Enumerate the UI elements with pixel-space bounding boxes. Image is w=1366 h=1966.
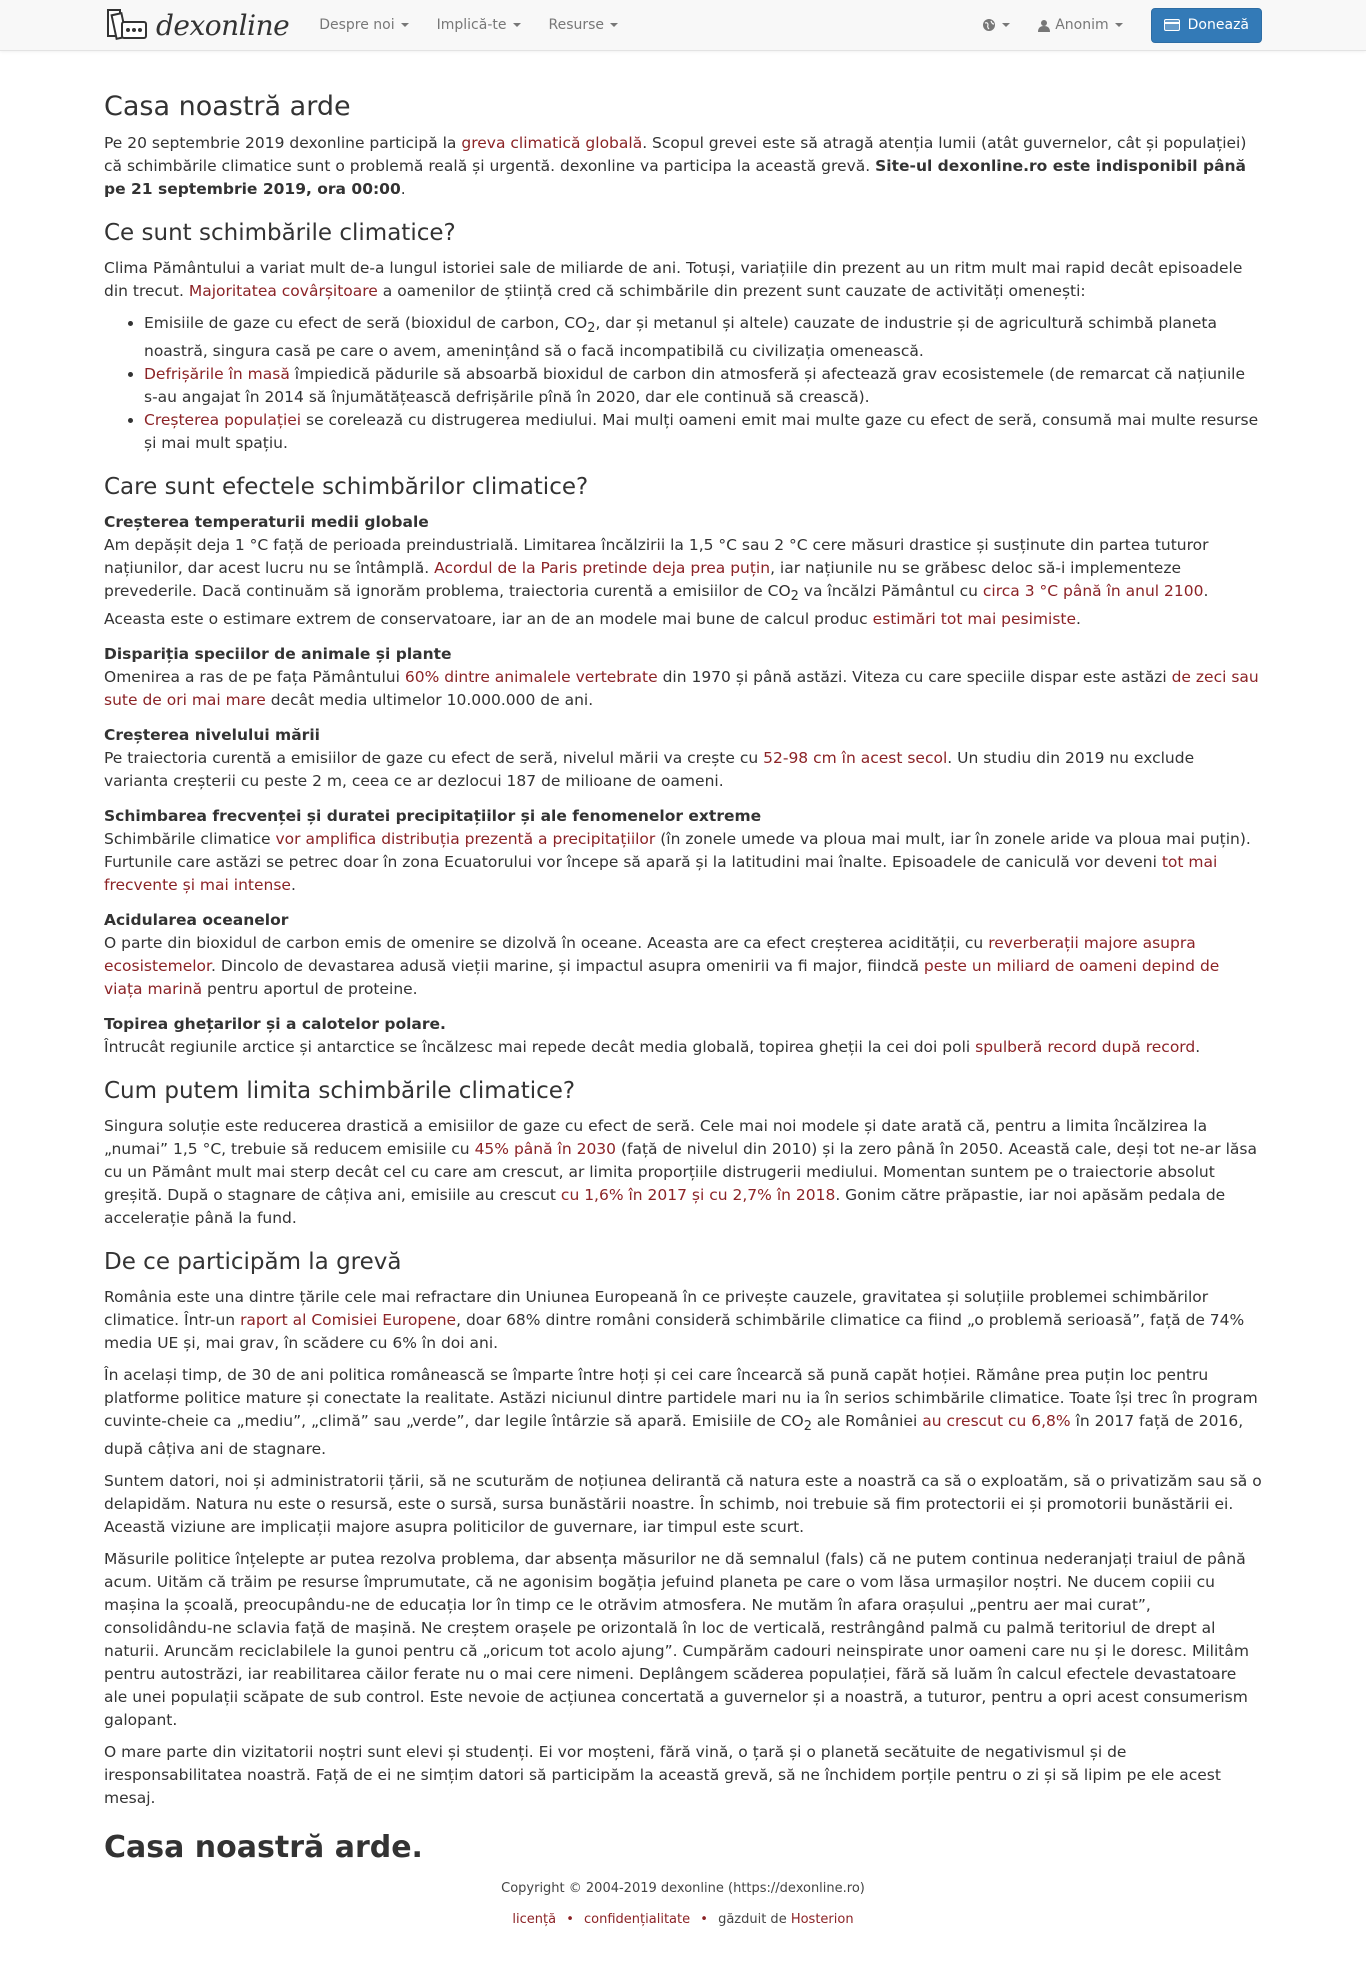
effect-title: Creșterea nivelului mării [104, 726, 320, 745]
population-link[interactable]: Creșterea populației [144, 411, 302, 430]
user-dropdown[interactable] [1024, 0, 1136, 50]
footer [104, 1880, 1262, 1929]
chevron-down-icon [1002, 23, 1010, 27]
sea-level-link[interactable]: 52-98 cm în acest secol [763, 749, 948, 768]
warming-2100-link[interactable]: circa 3 °C până în anul 2100 [982, 582, 1204, 601]
why-paragraph-4: Măsurile politice înțelepte ar putea rezolva problema, dar absența măsurilor ne dă semnalul (fals) că ne putem continua nederanjați traiul de până acum. Uităm că trăim pe resurse împrumutate, că ne agonisim bogăția jefuind planeta pe care o vom lăsa urmașilor noștri. Ne ducem copiii cu mașina la școală, preocupându-ne de educația lor în timp ce le otrăvim atmosfera. Ne mutăm în afara orașului „pentru aer mai curat”, consolidându-ne sclavia față de mașină. Ne creștem orașele pe orizontală în loc de verticală, restrângând palmă cu palmă teritoriul de drept al naturii. Aruncăm reciclabilele la gunoi pentru că „oricum tot acolo ajung”. Cumpărăm cadouri neinspirate unor oameni care nu și le doresc. Militâm pentru autostrăzi, iar reabilitarea căilor ferate nu o mai cere nimeni. Deplângem scăderea populației, fără să luăm în calcul efectele devastatoare ale unei populații scăpate de sub control. Este nevoie de acțiunea concertată a guvernelor și a noastră, a tuturor, pentru a opri acest consumerism galopant. [104, 1550, 1249, 1730]
intro-paragraph: Pe 20 septembrie 2019 dexonline participă la greva climatică globală. Scopul grevei este să atragă atenția lumii (atât guvernelor, cât și populației) că schimbările climatice sunt o problemă reală și urgentă. dexonline va participa la această grevă. Site-ul dexonline.ro este indisponibil până pe 21 septembrie 2019, ora 00:00. [104, 134, 1247, 198]
effect-text: Pe traiectoria curentă a emisiilor de gaze cu efect de seră, nivelul mării va crește cu 52-98 cm în acest secol. Un studiu din 2019 nu exclude varianta creșterii cu peste 2 m, ceea ce ar dezlocui 187 de milioane de oameni. [104, 749, 1195, 791]
privacy-link[interactable]: confidențialitate [584, 1912, 691, 1928]
effect-text: Omenirea a ras de pe fața Pământului 60% dintre animalele vertebrate din 1970 și până astăzi. Viteza cu care speciile dispar este astăzi de zeci sau sute de ori mai mare decât media ultimelor 10.000.000 de ani. [104, 668, 1259, 710]
donate-label: Donează [1187, 16, 1249, 33]
copyright-text: Copyright © 2004-2019 dexonline (https://dexonline.ro) [501, 1881, 865, 1897]
climate-strike-link[interactable]: greva climatică globală [461, 134, 643, 152]
romania-emissions-link[interactable]: au crescut cu 6,8% [922, 1412, 1071, 1431]
why-paragraph-1: România este una dintre țările cele mai refractare din Uniunea Europeană în ce privește cauzele, gravitatea și soluțiile problemei schimbărilor climatice. Într-un raport al Comisiei Europene, doar 68% dintre români consideră schimbările climatice ca fiind „o problemă serioasă”, față de 74% media UE și, mai grav, în scădere cu 6% în doi ani. [104, 1288, 1245, 1353]
effect-ice-melt [104, 1013, 1262, 1059]
effect-title: Creșterea temperaturii medii globale [104, 513, 429, 532]
why-paragraph-3: Suntem datori, noi și administratorii țării, să ne scuturăm de noțiunea delirantă că natura este a noastră ca să o exploatăm, să o privatizăm sau să o delapidăm. Natura nu este o resursă, este o sursă, sursa bunăstării noastre. În schimb, noi trebuie să fim protectorii ei și promotorii bunăstării ei. Această viziune are implicații majore asupra politicilor de guvernare, iar timpul este scurt. [104, 1472, 1262, 1537]
effect-text: Întrucât regiunile arctice și antarctice se încălzesc mai repede decât media globală, topirea gheții la cei doi poli spulberă record după record. [104, 1038, 1201, 1057]
chevron-down-icon [610, 23, 618, 27]
globe-icon [982, 18, 996, 32]
heatwaves-link[interactable]: tot mai frecvente și mai intense [104, 853, 1218, 895]
user-icon [1038, 19, 1050, 32]
effect-title: Dispariția speciilor de animale și plante [104, 645, 452, 664]
unavailable-notice: Site-ul dexonline.ro este indisponibil până pe 21 septembrie 2019, ora 00:00 [104, 157, 1247, 198]
effect-title: Topirea ghețarilor și a calotelor polare. [104, 1015, 446, 1034]
separator: • [566, 1912, 574, 1928]
why-paragraph-2: În același timp, de 30 de ani politica românească se împarte între hoți și cei care încearcă să pună capăt hoției. Rămâne prea puțin loc pentru platforme politice mature și conectate la realitate. Astăzi niciunul dintre partidele mari nu ia în serios schimbările climatice. Toate își trec în program cuvinte-cheie ca „mediu”, „climă” sau „verde”, dar legile întârzie să apară. Emisiile de $CO_2$ ale României au crescut cu 6,8% în 2017 față de 2016, după câțiva ani de stagnare. [104, 1366, 1258, 1459]
precipitation-link[interactable]: vor amplifica distribuția prezentă a precipitațiilor [275, 830, 656, 849]
section-heading-effects: Care sunt efectele schimbărilor climatice? [104, 474, 589, 501]
effect-title: Schimbarea frecvenței și duratei precipitațiilor și ale fenomenelor extreme [104, 807, 762, 826]
closing-statement: Casa noastră arde. [104, 1830, 423, 1866]
list-item: • Emisiile de gaze cu efect de seră (bioxidul de carbon, $CO_2$, dar și metanul și altele) cauzate de industrie și de agricultură schimbă planeta noastră, singura casă pe care o avem, amenințând să o facă incompatibilă cu civilizația omenească. [144, 312, 1262, 363]
ecosystems-link[interactable]: reverberații majore asupra ecosistemelor [104, 934, 1196, 976]
brand-logo[interactable] [104, 0, 289, 50]
user-name: Anonim [1055, 16, 1109, 33]
section-heading-limit: Cum putem limita schimbările climatice? [104, 1078, 576, 1105]
footer-links [104, 1911, 1262, 1929]
effect-text: Schimbările climatice vor amplifica distribuția prezentă a precipitațiilor (în zonele umede va ploua mai mult, iar în zonele aride va ploua mai puțin). Furtunile care astăzi se petrec doar în zona Ecuatorului vor începe să apară și la latitudini mai înalte. Episoadele de caniculă vor deveni tot mai frecvente și mai intense. [104, 830, 1251, 895]
credit-card-icon [1164, 19, 1180, 31]
menu-resources-dropdown[interactable] [535, 0, 633, 50]
hosterion-link[interactable]: Hosterion [790, 1912, 854, 1928]
chevron-down-icon [401, 23, 409, 27]
paris-agreement-link[interactable]: Acordul de la Paris pretinde deja prea puțin [434, 559, 771, 578]
emissions-growth-link[interactable]: cu 1,6% în 2017 și cu 2,7% în 2018 [560, 1186, 836, 1205]
menu-about-dropdown[interactable] [305, 0, 422, 50]
license-link[interactable]: licență [512, 1912, 557, 1928]
main-menu [305, 0, 632, 50]
menu-resources-label: Resurse [548, 16, 605, 33]
list-item: • Defrișările în masă împiedică pădurile să absoarbă bioxidul de carbon din atmosferă și afectează grav ecosistemele (de remarcat că națiunile s-au angajat în 2014 să înjumătățească defrișările pînă în 2020, dar ele continuă să crească). [144, 363, 1262, 409]
effect-precipitation [104, 805, 1262, 897]
pessimistic-estimates-link[interactable]: estimări tot mai pesimiste [872, 610, 1077, 629]
dexonline-logo-icon [104, 6, 150, 44]
section-heading-why: De ce participăm la grevă [104, 1249, 402, 1276]
menu-get-involved-dropdown[interactable] [423, 0, 535, 50]
reduction-2030-link[interactable]: 45% până în 2030 [474, 1140, 617, 1159]
list-item: • Creșterea populației se corelează cu distrugerea mediului. Mai mulți oameni emit mai multe gaze cu efect de seră, consumă mai multe resurse și mai mult spațiu. [144, 409, 1262, 455]
separator: • [700, 1912, 708, 1928]
vertebrates-link[interactable]: 60% dintre animalele vertebrate [404, 668, 658, 687]
donate-button[interactable] [1151, 8, 1262, 43]
section-what-paragraph: Clima Pământului a variat mult de-a lungul istoriei sale de miliarde de ani. Totuși, variațiile din prezent au un ritm mult mai rapid decât episoadele din trecut. Majoritatea covârșitoare a oamenilor de știință cred că schimbările din prezent sunt cauzate de activități omenești: [104, 259, 1243, 300]
language-dropdown[interactable] [968, 0, 1024, 50]
marine-life-link[interactable]: peste un miliard de oameni depind de viața marină [104, 957, 1220, 999]
section-heading-what: Ce sunt schimbările climatice? [104, 220, 456, 246]
main-content [104, 51, 1262, 1929]
menu-get-involved-label: Implică-te [436, 16, 507, 33]
effect-temperature [104, 511, 1262, 631]
why-paragraph-5: O mare parte din vizitatorii noștri sunt elevi și studenți. Ei vor moșteni, fără vină, o țară și o planetă secătuite de negativismul și de iresponsabilitatea noastră. Față de ei ne simțim datori să participăm la această grevă, să ne închidem porțile pentru o zi și să lipim pe ele acest mesaj. [104, 1743, 1221, 1808]
record-melt-link[interactable]: spulberă record după record [975, 1038, 1196, 1057]
effect-acidification [104, 909, 1262, 1001]
causes-list [104, 312, 1262, 455]
ec-report-link[interactable]: raport al Comisiei Europene [240, 1311, 457, 1330]
brand-name: dexonline [156, 8, 290, 42]
effect-sea-level [104, 724, 1262, 793]
chevron-down-icon [1115, 23, 1123, 27]
chevron-down-icon [513, 23, 521, 27]
section-limit-paragraph: Singura soluție este reducerea drastică a emisiilor de gaze cu efect de seră. Cele mai noi modele și date arată că, pentru a limita încălzirea la „numai” 1,5 °C, trebuie să reducem emisiile cu 45% până în 2030 (față de nivelul din 2010) și la zero până în 2050. Această cale, deși tot ne-ar lăsa cu un Pământ mult mai sterp decât cel cu care am crescut, ar limita proporțiile distrugerii mediului. Momentan suntem pe o traiectorie absolut greșită. După o stagnare de câțiva ani, emisiile au crescut cu 1,6% în 2017 și cu 2,7% în 2018. Gonim către prăpastie, iar noi apăsăm pedala de accelerație până la fund. [104, 1117, 1257, 1228]
consensus-link[interactable]: Majoritatea covârșitoare [188, 282, 378, 300]
menu-about-label: Despre noi [319, 16, 395, 33]
effect-title: Acidularea oceanelor [104, 911, 289, 930]
page-title: Casa noastră arde [104, 91, 351, 122]
effect-text: O parte din bioxidul de carbon emis de omenire se dizolvă în oceane. Aceasta are ca efect creșterea acidității, cu reverberații majore asupra ecosistemelor. Dincolo de devastarea adusă vieții marine, și impactul asupra omenirii va fi major, fiindcă peste un miliard de oameni depind de viața marină pentru aportul de proteine. [104, 934, 1220, 999]
extinction-rate-link[interactable]: de zeci sau sute de ori mai mare [104, 668, 1259, 710]
hosted-by-text: găzduit de [718, 1912, 791, 1928]
effect-text: Am depășit deja 1 °C față de perioada preindustrială. Limitarea încălzirii la 1,5 °C sau 2 °C cere măsuri drastice și susținute din partea tuturor națiunilor, dar acest lucru nu se întâmplă. Acordul de la Paris pretinde deja prea puțin, iar națiunile nu se grăbesc deloc să-i implementeze prevederile. Dacă continuăm să ignorăm problema, traiectoria curentă a emisiilor de $CO_2$ va încălzi Pământul cu circa 3 °C până în anul 2100. Aceasta este o estimare extrem de conservatoare, iar an de an modele mai bune de calcul produc estimări tot mai pesimiste. [104, 536, 1209, 629]
top-navbar [0, 0, 1366, 51]
deforestation-link[interactable]: Defrișările în masă [144, 365, 290, 384]
effect-species [104, 643, 1262, 712]
